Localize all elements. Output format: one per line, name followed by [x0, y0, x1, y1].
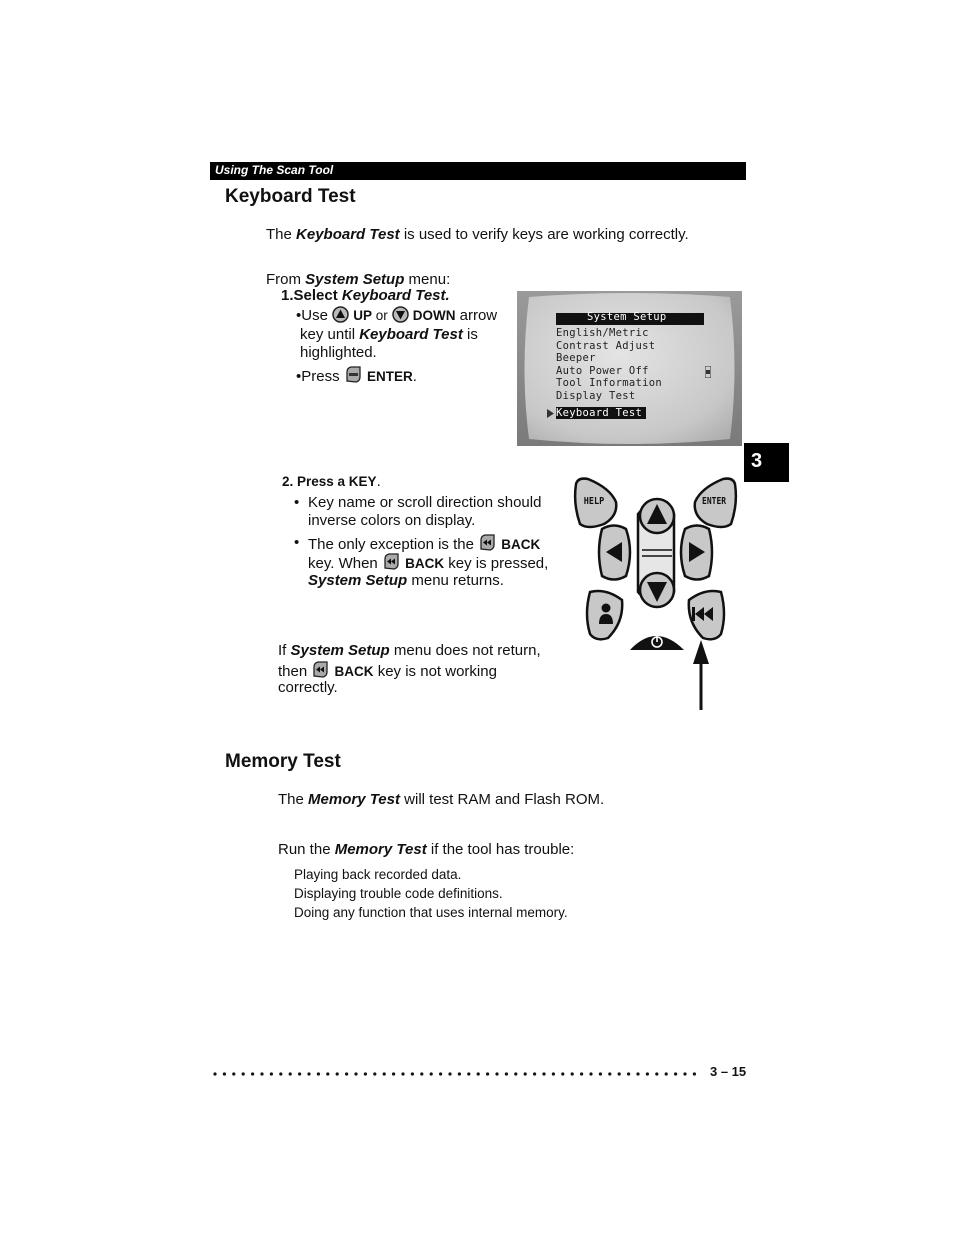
help-key-label[interactable]: HELP [583, 496, 605, 507]
step-1: 1.Select Keyboard Test. [281, 287, 450, 304]
bullet-b-cont2: System Setup menu returns. [308, 572, 504, 589]
section-title: Using The Scan Tool [215, 163, 334, 177]
section-header-bar [210, 162, 746, 180]
bullet-a: • Key name or scroll direction should [294, 494, 542, 511]
screen-menu-item[interactable]: Beeper [556, 352, 596, 365]
list-item: Playing back recorded data. [294, 867, 462, 882]
screen-menu-item[interactable]: Auto Power Off [556, 364, 649, 377]
use-arrows-line: •Use UP or DOWN arrow [296, 306, 497, 328]
memory-run-line: Run the Memory Test if the tool has trouble: [278, 841, 575, 858]
memory-test-heading: Memory Test [225, 751, 341, 772]
step-2: 2. Press a KEY. [282, 473, 381, 490]
tool-display-screen [517, 291, 742, 446]
correctly-line: correctly. [278, 679, 338, 696]
list-item: Doing any function that uses internal memory. [294, 905, 568, 920]
memory-trouble-list [294, 865, 568, 922]
list-item: Displaying trouble code definitions. [294, 886, 503, 901]
key-until-line: key until Keyboard Test is [300, 326, 478, 343]
if-line: If System Setup menu does not return, [278, 642, 541, 659]
memory-intro: The Memory Test will test RAM and Flash ROM. [278, 791, 605, 808]
chapter-number: 3 [751, 450, 763, 472]
bullet-a-cont: inverse colors on display. [308, 512, 476, 529]
screen-menu-list [556, 327, 662, 421]
page-number: 3 – 15 [710, 1064, 747, 1079]
selection-pointer-icon [547, 405, 554, 423]
bullet-b-cont: key. When BACK key is pressed, [308, 552, 548, 576]
screen-title: System Setup [587, 311, 667, 323]
press-enter-line: •Press ENTER. [296, 365, 417, 389]
screen-menu-item[interactable]: Display Test [556, 389, 636, 402]
enter-key-label[interactable]: ENTER [702, 496, 727, 507]
enter-key-icon [344, 365, 363, 389]
highlighted-line: highlighted. [300, 344, 377, 361]
screen-menu-item[interactable]: Contrast Adjust [556, 339, 656, 352]
screen-menu-item[interactable]: English/Metric [556, 327, 649, 339]
screen-menu-item[interactable]: Tool Information [556, 377, 662, 390]
keypad-illustration [568, 474, 743, 714]
footer-dotted-rule [213, 1066, 701, 1076]
from-system-setup: From System Setup menu: [266, 271, 451, 288]
chapter-tab [744, 443, 789, 482]
screen-menu-item-selected[interactable]: Keyboard Test [556, 407, 646, 420]
scroll-indicator-icon [705, 365, 711, 383]
keyboard-test-heading: Keyboard Test [225, 186, 356, 207]
bullet-b: • The only exception is the BACK [294, 533, 299, 552]
then-line: then BACK key is not working [278, 660, 497, 684]
keyboard-intro: The Keyboard Test is used to verify keys are working correctly. [266, 226, 689, 243]
